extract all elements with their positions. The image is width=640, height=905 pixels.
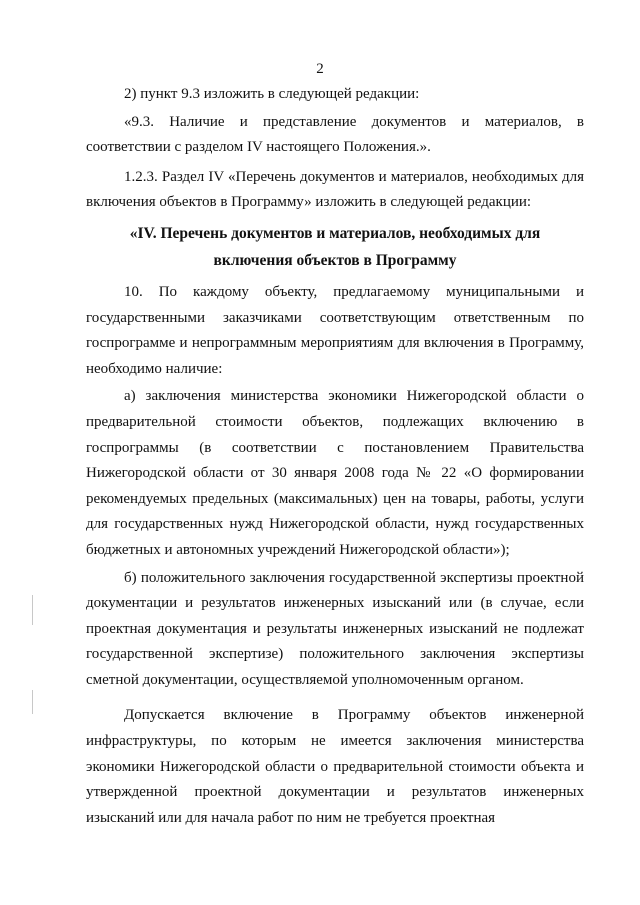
- scan-artifact-line: [32, 690, 33, 714]
- paragraph-1-2-3: 1.2.3. Раздел IV «Перечень документов и материалов, необходимых для включения объектов в Программу» изложить в следующей редакции:: [86, 168, 584, 211]
- paragraph-item-2: 2) пункт 9.3 изложить в следующей редакции:: [124, 86, 420, 102]
- document-body: [86, 82, 584, 831]
- paragraph-quote-9-3: «9.3. Наличие и представление документов и материалов, в соответствии с разделом IV настоящего Положения.».: [86, 113, 584, 156]
- section-heading-line-2: включения объектов в Программу: [213, 251, 457, 269]
- section-heading-line-1: «IV. Перечень документов и материалов, необходимых для: [129, 224, 541, 242]
- scan-artifact-line: [32, 595, 33, 625]
- paragraph-allowed: Допускается включение в Программу объектов инженерной инфраструктуры, по которым не имеется заключения министерства экономики Нижегородской области о предварительной стоимости объекта и утвержденной проектной документации и результатов инженерных изысканий или для начала работ по ним не требуется проектная: [86, 707, 584, 826]
- section-heading: [86, 220, 584, 274]
- page-number: 2: [316, 61, 324, 77]
- list-item-a: а) заключения министерства экономики Нижегородской области о предварительной стоимости объектов, подлежащих включению в госпрограммы (в соответствии с постановлением Правительства Нижегородской области от 30 января 2008 года № 22 «О формировании рекомендуемых предельных (максимальных) цен на товары, работы, услуги для государственных нужд Нижегородской области, нужд государственных бюджетных и автономных учреждений Нижегородской области»);: [86, 388, 584, 558]
- list-item-b: б) положительного заключения государственной экспертизы проектной документации и результатов инженерных изысканий или (в случае, если проектная документация и результаты инженерных изысканий не подлежат государственной экспертизе) положительного заключения экспертизы сметной документации, осуществляемой уполномоченным органом.: [86, 569, 584, 688]
- paragraph-10: 10. По каждому объекту, предлагаемому муниципальными и государственными заказчиками соответствующим ответственным по госпрограмме и непрограммным мероприятиям для включения в Программу, необходимо наличие:: [86, 283, 584, 377]
